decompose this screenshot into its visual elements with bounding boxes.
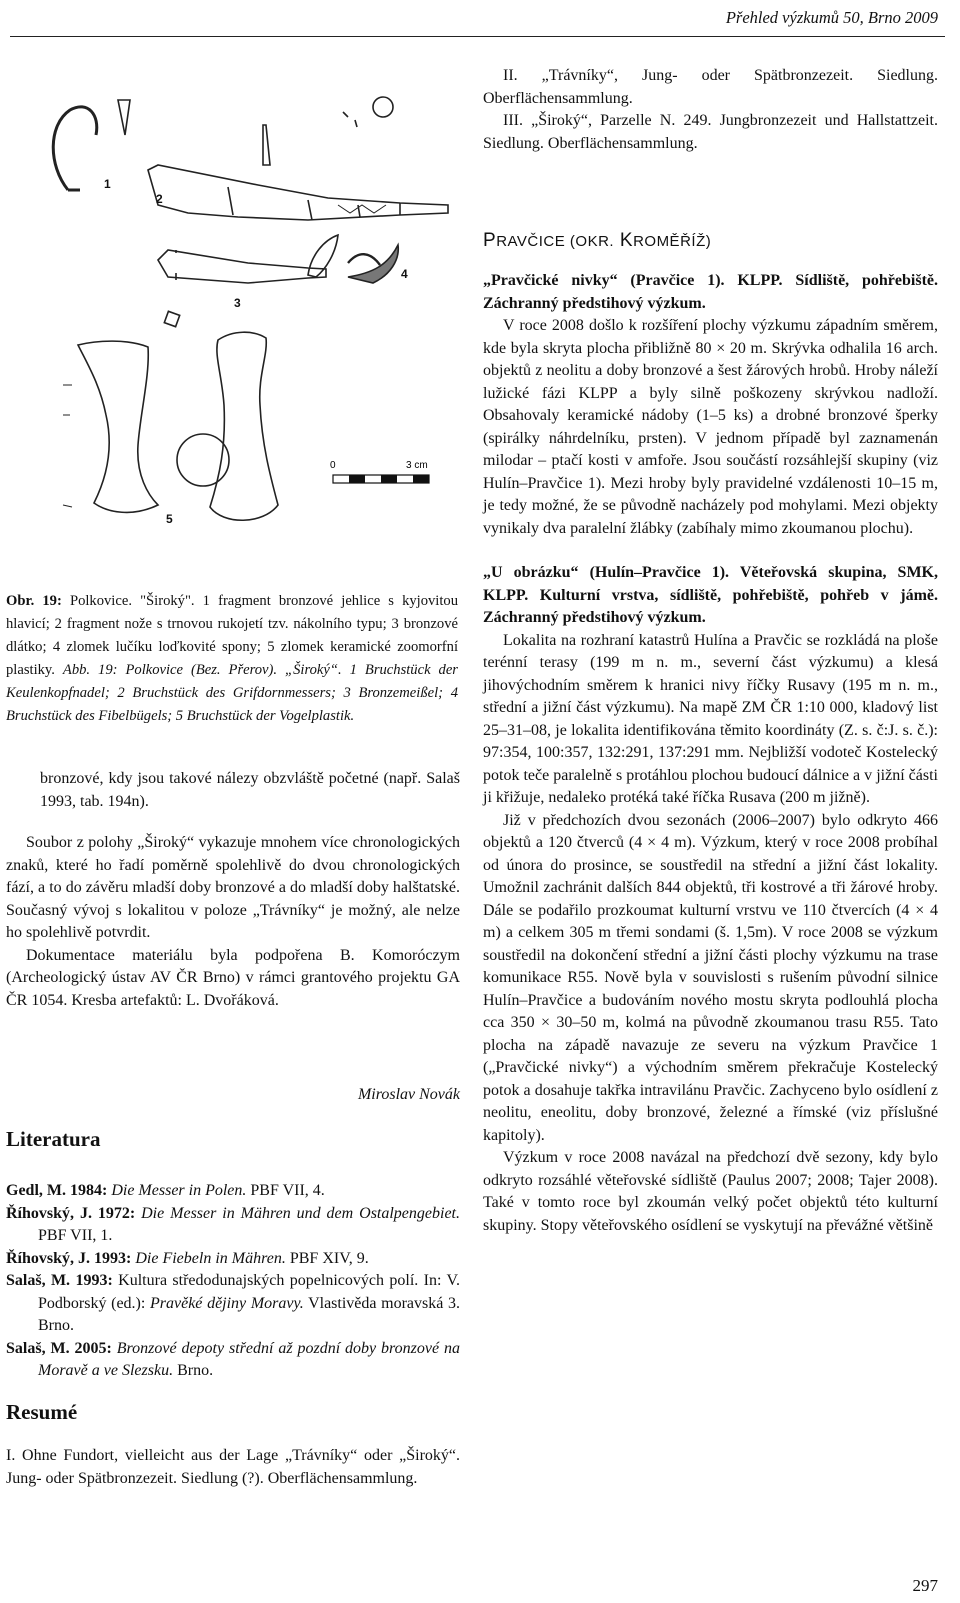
fig-number-3: 3 bbox=[234, 296, 241, 310]
entry-2-paragraph-1: Lokalita na rozhraní katastrů Hulína a Pravčic se rozkládá na ploše terénní terasy (199 m n. m., severní část výzkumu) a klesá jihovýchodním směrem k hranici nivy říčky Rusavy (195 m n. m., střední a jižní část výzkumu). Na mapě ZM ČR 1:10 000, kladový list 25–31–08, je lokalita identifikována těmito koordináty (Z. s. č:J. s. č.): 97:354, 100:357, 132:291, 137:291 mm. Nejbližší vodoteč Kostelecký potok teče paralelně s protáhlou plochou budoucí dálnice a v jižní části ji křižuje, nedaleko protéká také říčka Rusava (200 m jižně). bbox=[483, 631, 938, 806]
running-header: Přehled výzkumů 50, Brno 2009 bbox=[725, 8, 938, 27]
fig-number-1: 1 bbox=[104, 177, 111, 191]
scale-bar bbox=[330, 460, 429, 483]
resume-heading: Resumé bbox=[6, 1400, 78, 1424]
entry-2-title: „U obrázku“ (Hulín–Pravčice 1). Věteřovská skupina, SMK, KLPP. Kulturní vrstva, sídliště, pohřebiště, pohřeb v jámě. Záchranný předstihový výzkum. bbox=[483, 564, 938, 626]
entry-2-paragraph-3: Výzkum v roce 2008 navázal na předchozí dvě sezony, kdy bylo odkryto rozsáhlé věteřovské sídliště (Paulus 2007; 2008; Tajer 2008). Také v tomto roce byl zkoumán velký počet objektů této kulturní skupiny. Stopy věteřovského osídlení se vyskytují na převážné většině bbox=[483, 1149, 938, 1234]
reference-item: Říhovský, J. 1993: Die Fiebeln in Mähren. PBF XIV, 9. bbox=[6, 1249, 369, 1267]
entry-1-title: „Pravčické nivky“ (Pravčice 1). KLPP. Sídliště, pohřebiště. Záchranný předstihový výzkum. bbox=[483, 272, 938, 312]
literature-heading: Literatura bbox=[6, 1127, 101, 1151]
fig-number-2: 2 bbox=[156, 192, 163, 206]
artefact-figure bbox=[8, 55, 463, 585]
reference-item: Salaš, M. 1993: Kultura středodunajských popelnicových polí. In: V. Podborský (ed.): Pravěké dějiny Moravy. Vlastivěda moravská 3. Brno. bbox=[6, 1272, 461, 1334]
continued-text: bronzové, kdy jsou takové nálezy obzvláště početné (např. Salaš 1993, tab. 194n). bbox=[40, 770, 460, 810]
left-paragraph-2: Dokumentace materiálu byla podpořena B. Komoróczym (Archeologický ústav AV ČR Brno) v rámci grantového projektu GA ČR 1054. Kresba artefaktů: L. Dvořáková. bbox=[6, 946, 460, 1009]
entry-1-text: V roce 2008 došlo k rozšíření plochy výzkumu západním směrem, kde byla skryta plocha přibližně 80 × 20 m. Skrývka odhalila 16 arch. objektů z neolitu a doby bronzové a šest žárových hrobů. Hroby náleží lužické fázi KLPP a byly silně poškozeny skrývkou nadloží. Obsahovaly keramické nádoby (1–5 ks) a drobné bronzové šperky (spirálky náhrdelníku, prsten). V jednom případě byl zaznamenán milodar – ptačí kosti v amfoře. Jsou součástí rozsáhlejší skupiny (viz Hulín–Pravčice 1). Mezi hroby byly pravidelné vzdálenosti 10–15 m, je tedy možné, že se původně nacházely pod mohylami. Mezi objekty vynikaly dva paralelní žlábky (zabíhaly mimo zkoumanou plochu). bbox=[483, 317, 938, 537]
artefact-3-chisel bbox=[158, 250, 326, 283]
fig-number-5: 5 bbox=[166, 512, 173, 526]
site-heading: PRAVČICE (OKR. KROMĚŘÍŽ) bbox=[483, 230, 712, 251]
reference-item: Říhovský, J. 1972: Die Messer in Mähren und dem Ostalpengebiet. PBF VII, 1. bbox=[6, 1204, 460, 1244]
pin-head-section bbox=[373, 97, 393, 117]
resume-item-2: II. „Trávníky“, Jung- oder Spätbronzezeit. Siedlung. Oberflächensammlung. bbox=[483, 67, 938, 107]
fig-number-4: 4 bbox=[401, 267, 408, 281]
artefact-5-figurine-left bbox=[78, 341, 158, 512]
resume-item-3: III. „Široký“, Parzelle N. 249. Jungbronzezeit und Hallstattzeit. Siedlung. Oberflächensammlung. bbox=[483, 112, 938, 152]
caption-czech: Polkovice. "Široký". 1 fragment bronzové jehlice s kyjovitou hlavicí; 2 fragment nože s trnovou rukojetí tzv. nákolního typu; 3 bronzové dlátko; 4 zlomek lučíku loďkovité spony; 5 zlomek keramické zoomorfní plastiky. bbox=[6, 593, 459, 678]
right-body bbox=[483, 270, 938, 1237]
left-paragraph-1: Soubor z polohy „Široký“ vykazuje mnohem více chronologických znaků, které ho řadí poměrně spolehlivě do dvou chronologických fází, a to do závěru mladší doby bronzové a do mladší doby halštatské. Současný vývoj s lokalitou v poloze „Trávníky“ je možný, ale nelze ho spolehlivě potvrdit. bbox=[6, 834, 460, 941]
header-rule bbox=[10, 36, 945, 37]
artefact-2-knife bbox=[118, 100, 130, 135]
caption-label: Obr. 19: bbox=[6, 593, 62, 609]
resume-continued bbox=[483, 65, 938, 155]
reference-item: Gedl, M. 1984: Die Messer in Polen. PBF VII, 4. bbox=[6, 1182, 325, 1199]
left-body bbox=[6, 832, 460, 1012]
figure-caption bbox=[6, 590, 458, 728]
reference-list bbox=[6, 1180, 460, 1383]
page-number: 297 bbox=[912, 1576, 938, 1595]
entry-2-paragraph-2: Již v předchozích dvou sezonách (2006–2007) bylo odkryto 466 objektů a 120 čtverců (4 × 4 m). Výzkum, který v roce 2008 probíhal od února do prosince, se soustředil na střední a jižní část lokality. Umožnil zachránit dalších 844 objektů, tři kostrové a tři žárové hroby. Dále se podařilo prozkoumat kulturní vrstvu ve 110 čtvercích (4 × 4 m) a celkem 305 m třemi sondami (š. 1,5m). V roce 2008 se výzkum soustředil na dokončení střední a jižní části plochy výzkumu na trase komunikace R55. Nově byla v souvislosti s rušením původní silnice Hulín–Pravčice a budováním nového mostu skryta podlouhlá plocha cca 350 × 30–50 m, kolmá na původně zkoumanou trasu R55. Tato plocha na západě navazuje ze severu na výzkum Pravčice 1 („Pravčické nivky“) a východním směrem překračuje Kostelecký potok a dosahuje takřka intravilánu Pravčic. Zachyceno bylo osídlení z neolitu, eneolitu, doby bronzové, železné a římské (viz příslušné kapitoly). bbox=[483, 811, 938, 1144]
scale-start-label: 0 bbox=[330, 460, 336, 471]
author-name: Miroslav Novák bbox=[357, 1086, 460, 1103]
scale-end-label: 3 cm bbox=[406, 460, 428, 471]
caption-german: Abb. 19: Polkovice (Bez. Přerov). „Široký“. 1 Bruchstück der Keulenkopfnadel; 2 Bruchstück des Grifdornmessers; 3 Bronzemeißel; 4 Bruchstück des Fibelbügels; 5 Bruchstück der Vogelplastik. bbox=[6, 662, 458, 724]
artefact-4-fibula bbox=[308, 235, 338, 277]
reference-item: Salaš, M. 2005: Bronzové depoty střední až pozdní doby bronzové na Moravě a ve Slezsku. Brno. bbox=[6, 1339, 461, 1379]
resume-item-1: I. Ohne Fundort, vielleicht aus der Lage „Trávníky“ oder „Široký“. Jung- oder Spätbronzezeit. Siedlung (?). Oberflächensammlung. bbox=[6, 1447, 460, 1487]
artefact-1-pin bbox=[53, 107, 97, 190]
artefact-5-figurine-right bbox=[210, 332, 278, 520]
